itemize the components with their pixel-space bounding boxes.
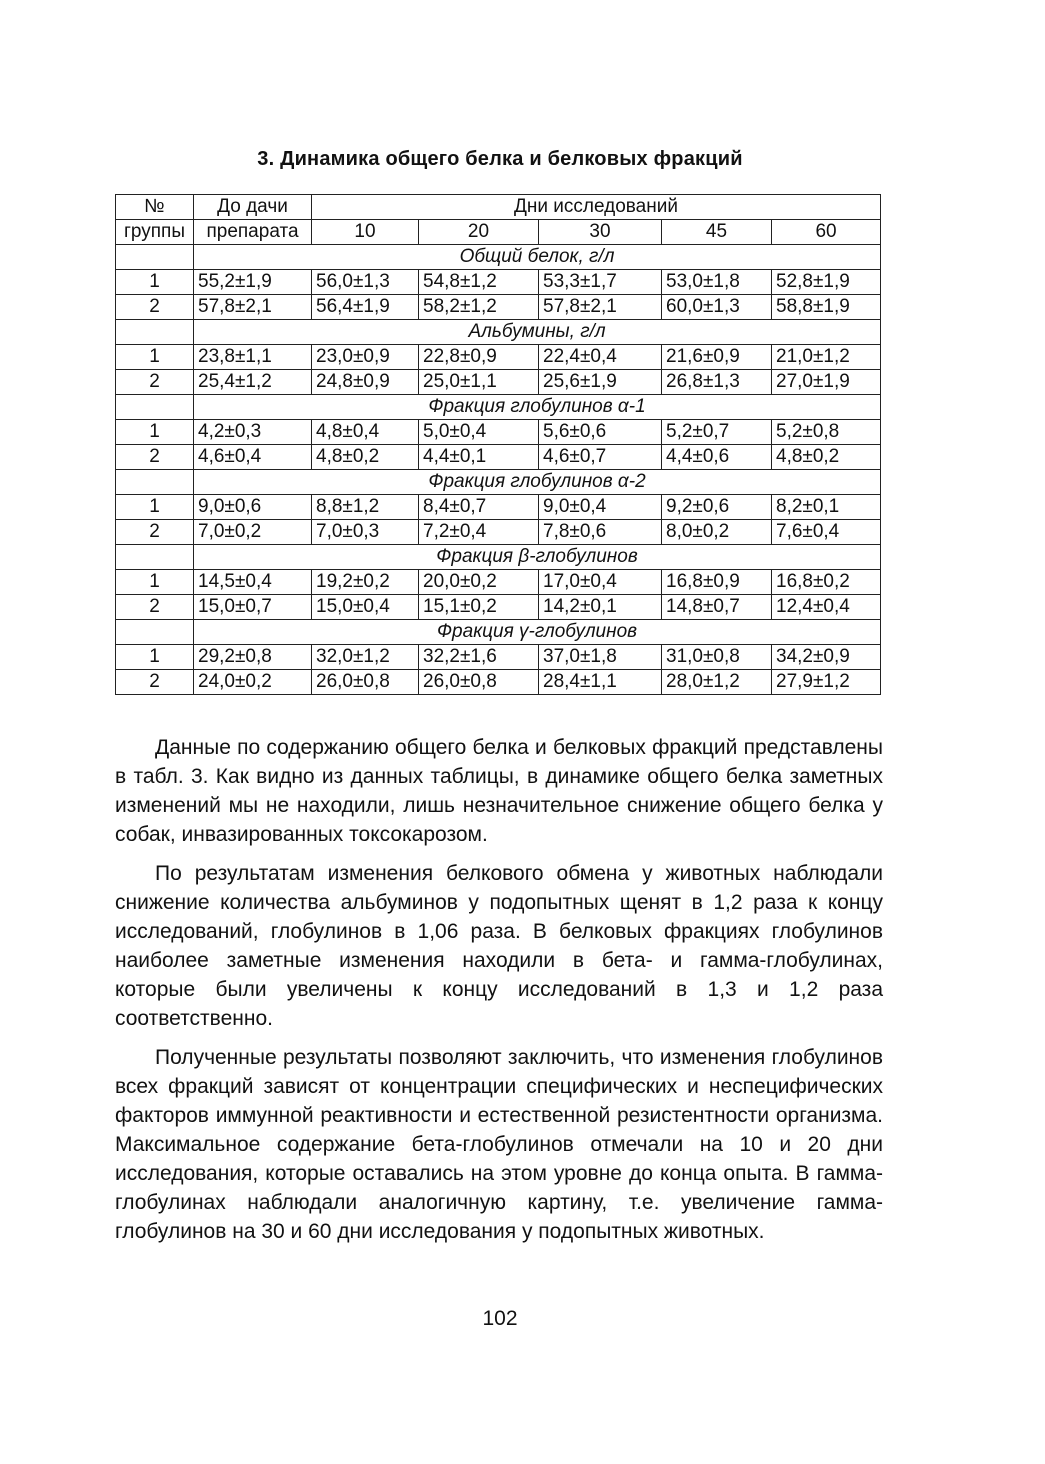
group-number: 2: [116, 445, 194, 470]
value-cell: 26,0±0,8: [419, 670, 539, 695]
header-row-2: [116, 220, 881, 245]
table-title: 3. Динамика общего белка и белковых фракций: [257, 148, 743, 170]
value-cell: 23,8±1,1: [194, 345, 312, 370]
table-row: [116, 420, 881, 445]
value-cell: 60,0±1,3: [662, 295, 772, 320]
value-cell: 8,8±1,2: [312, 495, 419, 520]
header-day: 60: [772, 220, 881, 245]
value-cell: 52,8±1,9: [772, 270, 881, 295]
value-cell: 57,8±2,1: [194, 295, 312, 320]
value-cell: 16,8±0,9: [662, 570, 772, 595]
value-cell: 53,3±1,7: [539, 270, 662, 295]
value-cell: 58,8±1,9: [772, 295, 881, 320]
value-cell: 28,4±1,1: [539, 670, 662, 695]
value-cell: 14,2±0,1: [539, 595, 662, 620]
value-cell: 5,2±0,8: [772, 420, 881, 445]
value-cell: 5,0±0,4: [419, 420, 539, 445]
value-cell: 32,0±1,2: [312, 645, 419, 670]
value-cell: 19,2±0,2: [312, 570, 419, 595]
value-cell: 15,1±0,2: [419, 595, 539, 620]
section-row: [116, 545, 881, 570]
value-cell: 7,6±0,4: [772, 520, 881, 545]
value-cell: 20,0±0,2: [419, 570, 539, 595]
value-cell: 28,0±1,2: [662, 670, 772, 695]
value-cell: 25,4±1,2: [194, 370, 312, 395]
section-spacer-cell: [116, 545, 194, 570]
value-cell: 7,2±0,4: [419, 520, 539, 545]
page-number: 102: [482, 1307, 518, 1330]
value-cell: 25,6±1,9: [539, 370, 662, 395]
table-row: [116, 645, 881, 670]
table-body: [116, 195, 881, 695]
value-cell: 5,2±0,7: [662, 420, 772, 445]
value-cell: 12,4±0,4: [772, 595, 881, 620]
header-no: №: [116, 195, 194, 220]
header-row-1: [116, 195, 881, 220]
value-cell: 56,4±1,9: [312, 295, 419, 320]
value-cell: 26,0±0,8: [312, 670, 419, 695]
value-cell: 4,4±0,6: [662, 445, 772, 470]
value-cell: 4,4±0,1: [419, 445, 539, 470]
value-cell: 14,8±0,7: [662, 595, 772, 620]
section-title: Фракция глобулинов α-2: [194, 470, 881, 495]
section-title: Общий белок, г/л: [194, 245, 881, 270]
header-drug: препарата: [194, 220, 312, 245]
value-cell: 9,2±0,6: [662, 495, 772, 520]
group-number: 2: [116, 520, 194, 545]
value-cell: 58,2±1,2: [419, 295, 539, 320]
group-number: 2: [116, 670, 194, 695]
value-cell: 22,4±0,4: [539, 345, 662, 370]
value-cell: 8,4±0,7: [419, 495, 539, 520]
value-cell: 4,2±0,3: [194, 420, 312, 445]
table-row: [116, 370, 881, 395]
header-day: 20: [419, 220, 539, 245]
section-spacer-cell: [116, 620, 194, 645]
section-row: [116, 245, 881, 270]
value-cell: 16,8±0,2: [772, 570, 881, 595]
header-days-label: Дни исследований: [312, 195, 881, 220]
value-cell: 8,2±0,1: [772, 495, 881, 520]
group-number: 1: [116, 645, 194, 670]
value-cell: 34,2±0,9: [772, 645, 881, 670]
value-cell: 4,8±0,2: [312, 445, 419, 470]
header-day: 45: [662, 220, 772, 245]
value-cell: 4,6±0,7: [539, 445, 662, 470]
section-spacer-cell: [116, 320, 194, 345]
table-row: [116, 570, 881, 595]
value-cell: 57,8±2,1: [539, 295, 662, 320]
section-spacer-cell: [116, 470, 194, 495]
section-row: [116, 470, 881, 495]
value-cell: 7,0±0,3: [312, 520, 419, 545]
value-cell: 54,8±1,2: [419, 270, 539, 295]
table-row: [116, 445, 881, 470]
section-title: Фракция β-глобулинов: [194, 545, 881, 570]
value-cell: 5,6±0,6: [539, 420, 662, 445]
table-row: [116, 345, 881, 370]
group-number: 1: [116, 570, 194, 595]
section-spacer-cell: [116, 395, 194, 420]
section-title: Фракция глобулинов α-1: [194, 395, 881, 420]
value-cell: 21,0±1,2: [772, 345, 881, 370]
header-before: До дачи: [194, 195, 312, 220]
data-table: [115, 194, 881, 695]
value-cell: 31,0±0,8: [662, 645, 772, 670]
value-cell: 55,2±1,9: [194, 270, 312, 295]
table-row: [116, 270, 881, 295]
value-cell: 37,0±1,8: [539, 645, 662, 670]
table-row: [116, 595, 881, 620]
paragraph: Данные по содержанию общего белка и белковых фракций представлены в табл. 3. Как видно из данных таблицы, в динамике общего белка заметных изменений мы не находили, лишь незначительное снижение общего белка у собак, инвазированных токсокарозом.: [115, 736, 883, 846]
table-row: [116, 495, 881, 520]
table-row: [116, 670, 881, 695]
header-group: группы: [116, 220, 194, 245]
body-text: [115, 733, 883, 1256]
value-cell: 4,8±0,2: [772, 445, 881, 470]
group-number: 1: [116, 270, 194, 295]
value-cell: 27,0±1,9: [772, 370, 881, 395]
paragraph: По результатам изменения белкового обмена у животных наблюдали снижение количества альбуминов у подопытных щенят в 1,2 раза к концу исследований, глобулинов в 1,06 раза. В белковых фракциях глобулинов наиболее заметные изменения находили в бета- и гамма-глобулинах, которые были увеличены к концу исследований в 1,3 и 1,2 раза соответственно.: [115, 862, 883, 1030]
value-cell: 22,8±0,9: [419, 345, 539, 370]
value-cell: 29,2±0,8: [194, 645, 312, 670]
value-cell: 25,0±1,1: [419, 370, 539, 395]
value-cell: 24,8±0,9: [312, 370, 419, 395]
value-cell: 53,0±1,8: [662, 270, 772, 295]
section-row: [116, 320, 881, 345]
paragraph: Полученные результаты позволяют заключить, что изменения глобулинов всех фракций зависят от концентрации специфических и неспецифических факторов иммунной реактивности и естественной резистентности организма. Максимальное содержание бета-глобулинов отмечали на 10 и 20 дни исследования, которые оставались на этом уровне до конца опыта. В гамма-глобулинах наблюдали аналогичную картину, т.е. увеличение гамма-глобулинов на 30 и 60 дни исследования у подопытных животных.: [115, 1046, 883, 1243]
table-row: [116, 520, 881, 545]
value-cell: 4,8±0,4: [312, 420, 419, 445]
value-cell: 21,6±0,9: [662, 345, 772, 370]
value-cell: 17,0±0,4: [539, 570, 662, 595]
section-row: [116, 620, 881, 645]
table-row: [116, 295, 881, 320]
section-row: [116, 395, 881, 420]
header-day: 10: [312, 220, 419, 245]
group-number: 2: [116, 370, 194, 395]
group-number: 1: [116, 345, 194, 370]
value-cell: 56,0±1,3: [312, 270, 419, 295]
value-cell: 15,0±0,4: [312, 595, 419, 620]
value-cell: 7,8±0,6: [539, 520, 662, 545]
value-cell: 24,0±0,2: [194, 670, 312, 695]
value-cell: 15,0±0,7: [194, 595, 312, 620]
value-cell: 4,6±0,4: [194, 445, 312, 470]
group-number: 2: [116, 595, 194, 620]
value-cell: 9,0±0,4: [539, 495, 662, 520]
value-cell: 9,0±0,6: [194, 495, 312, 520]
group-number: 1: [116, 420, 194, 445]
section-title: Фракция γ-глобулинов: [194, 620, 881, 645]
value-cell: 7,0±0,2: [194, 520, 312, 545]
value-cell: 32,2±1,6: [419, 645, 539, 670]
section-title: Альбумины, г/л: [194, 320, 881, 345]
value-cell: 26,8±1,3: [662, 370, 772, 395]
group-number: 1: [116, 495, 194, 520]
value-cell: 23,0±0,9: [312, 345, 419, 370]
group-number: 2: [116, 295, 194, 320]
value-cell: 27,9±1,2: [772, 670, 881, 695]
value-cell: 8,0±0,2: [662, 520, 772, 545]
value-cell: 14,5±0,4: [194, 570, 312, 595]
header-day: 30: [539, 220, 662, 245]
section-spacer-cell: [116, 245, 194, 270]
